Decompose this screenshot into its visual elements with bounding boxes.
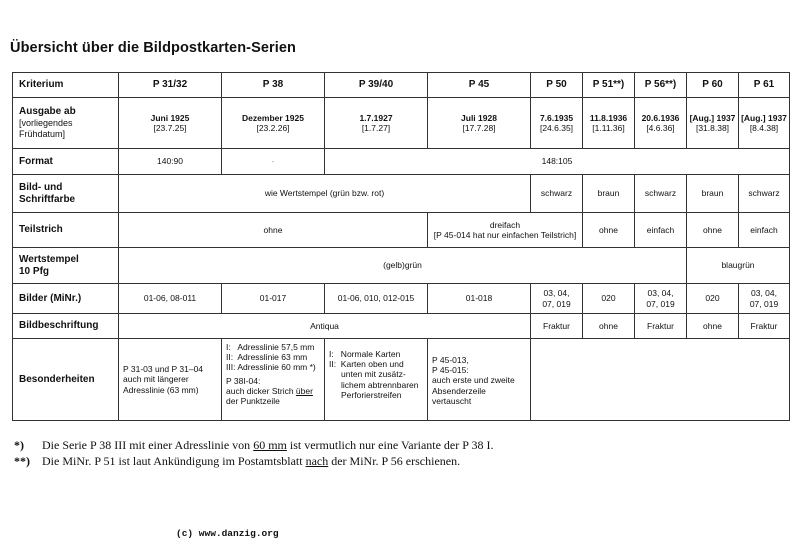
issue-cell <box>583 98 635 149</box>
bilder-cell: 01-06, 08-011 <box>119 284 222 314</box>
footnote-1 <box>14 438 493 453</box>
earliest-date: [4.6.36] <box>646 123 675 133</box>
row-label: Teilstrich <box>13 213 119 248</box>
series-table <box>12 72 790 421</box>
earliest-date: [8.4.38] <box>749 123 779 133</box>
header-col: P 50 <box>531 73 583 98</box>
header-col: P 45 <box>428 73 531 98</box>
row-label: Format <box>13 149 119 175</box>
issue-date: Juni 1925 <box>150 112 190 123</box>
cell-line: P 45-015: <box>432 365 469 376</box>
row-teilstrich <box>13 213 790 248</box>
cell-text-underlined: über <box>295 385 313 396</box>
cell-line: lichem abtrennbaren <box>341 379 419 390</box>
footnote-text: Die MiNr. P 51 ist laut Ankündigung im Postamtsblatt <box>42 454 306 468</box>
besonderheiten-cell <box>222 339 325 421</box>
header-row <box>13 73 790 98</box>
row-label: Besonderheiten <box>13 339 119 421</box>
label-line: Wertstempel <box>19 253 79 265</box>
cell-line: 07, 019 <box>749 298 779 309</box>
footnote-marker: **) <box>14 454 30 468</box>
label-line: Bild- und <box>19 181 63 193</box>
color-cell: braun <box>583 175 635 213</box>
earliest-date: [24.6.35] <box>539 123 574 133</box>
footnote-text: Die Serie P 38 III mit einer Adresslinie von <box>42 438 254 452</box>
label-line: Ausgabe ab <box>19 106 76 118</box>
issue-date: Dezember 1925 <box>242 112 304 123</box>
earliest-date: [31.8.38] <box>695 123 730 133</box>
row-farbe <box>13 175 790 213</box>
besonderheiten-cell <box>325 339 428 421</box>
header-col: P 31/32 <box>119 73 222 98</box>
cell-line: III: Adresslinie 60 mm *) <box>226 362 316 373</box>
cell-line: 03, 04, <box>751 288 777 299</box>
header-col: P 61 <box>739 73 790 98</box>
beschriftung-cell: Fraktur <box>531 314 583 339</box>
beschriftung-cell: Antiqua <box>119 314 531 339</box>
cell-line: II: Adresslinie 63 mm <box>226 352 308 363</box>
beschriftung-cell: Fraktur <box>635 314 687 339</box>
cell-line: 07, 019 <box>542 298 571 309</box>
cell-line: auch erste und zweite <box>432 375 515 386</box>
header-col: P 39/40 <box>325 73 428 98</box>
cell-line: auch mit längerer <box>123 374 189 385</box>
color-cell: schwarz <box>531 175 583 213</box>
footnote-text: der MiNr. P 56 erschienen. <box>328 454 461 468</box>
issue-date: [Aug.] 1937 <box>741 112 787 123</box>
beschriftung-cell: ohne <box>687 314 739 339</box>
header-col: P 56**) <box>635 73 687 98</box>
row-label <box>13 98 119 149</box>
label-line: Schriftfarbe <box>19 193 76 205</box>
row-wertstempel <box>13 248 790 284</box>
beschriftung-cell: ohne <box>583 314 635 339</box>
color-cell: braun <box>687 175 739 213</box>
bilder-cell: 01-018 <box>428 284 531 314</box>
bilder-cell: 020 <box>687 284 739 314</box>
earliest-date: [23.7.25] <box>153 123 187 133</box>
cell-line: 03, 04, <box>543 288 570 299</box>
label-line: [vorliegendes <box>19 118 73 129</box>
issue-cell <box>531 98 583 149</box>
label-line: 10 Pfg <box>19 265 50 277</box>
row-label <box>13 175 119 213</box>
issue-date: 7.6.1935 <box>539 112 574 123</box>
cell-line: P 45-013, <box>432 355 469 365</box>
cell-line: P 38I-04: <box>226 375 261 386</box>
row-ausgabe <box>13 98 790 149</box>
row-beschriftung <box>13 314 790 339</box>
row-label: Bildbeschriftung <box>13 314 119 339</box>
cell-line: Perforierstreifen <box>341 389 402 400</box>
cell-line: II: Karten oben und <box>329 359 404 370</box>
issue-cell <box>222 98 325 149</box>
teilstrich-cell <box>428 213 583 248</box>
row-format <box>13 149 790 175</box>
besonderheiten-cell <box>428 339 531 421</box>
issue-cell <box>325 98 428 149</box>
teilstrich-cell: ohne <box>583 213 635 248</box>
header-col: P 60 <box>687 73 739 98</box>
footnote-marker: *) <box>14 438 24 452</box>
row-bilder <box>13 284 790 314</box>
footnote-text-underlined: nach <box>305 454 329 468</box>
header-col: P 38 <box>222 73 325 98</box>
issue-date: 1.7.1927 <box>359 112 393 123</box>
row-label: Bilder (MiNr.) <box>13 284 119 314</box>
row-besonderheiten <box>13 339 790 421</box>
cell-line: Absenderzeile vertauscht <box>432 385 486 406</box>
format-cell: 148:105 <box>325 149 790 175</box>
header-criterion: Kriterium <box>13 73 119 98</box>
footnote-text-underlined: 60 mm <box>253 438 287 452</box>
color-cell: schwarz <box>739 175 790 213</box>
format-cell: 140:90 <box>119 149 222 175</box>
footnote-2 <box>14 454 460 469</box>
issue-date: Juli 1928 <box>461 112 497 123</box>
cell-line: I: Adresslinie 57,5 mm <box>226 342 315 352</box>
bilder-cell <box>531 284 583 314</box>
earliest-date: [23.2.26] <box>256 123 290 133</box>
footnote-text: ist vermutlich nur eine Variante der P 38 I. <box>286 438 494 452</box>
issue-date: 20.6.1936 <box>641 112 680 123</box>
wertstempel-cell: (gelb)grün <box>119 248 687 284</box>
beschriftung-cell: Fraktur <box>739 314 790 339</box>
issue-date: 11.8.1936 <box>589 112 628 123</box>
cell-line: I: Normale Karten <box>329 349 401 359</box>
issue-cell <box>739 98 790 149</box>
cell-line: Adresslinie (63 mm) <box>123 384 199 395</box>
issue-cell <box>635 98 687 149</box>
label-line: Frühdatum] <box>19 129 66 139</box>
bilder-cell: 020 <box>583 284 635 314</box>
cell-line: 03, 04, <box>647 288 674 299</box>
color-cell: schwarz <box>635 175 687 213</box>
wertstempel-cell: blaugrün <box>687 248 790 284</box>
earliest-date: [1.11.36] <box>592 123 625 133</box>
earliest-date: [1.7.27] <box>361 123 391 133</box>
teilstrich-cell: einfach <box>635 213 687 248</box>
header-col: P 51**) <box>583 73 635 98</box>
page-title: Übersicht über die Bildpostkarten-Serien <box>10 40 297 56</box>
copyright-credit: (c) www.danzig.org <box>176 528 279 539</box>
teilstrich-cell: ohne <box>687 213 739 248</box>
row-label <box>13 248 119 284</box>
color-cell: wie Wertstempel (grün bzw. rot) <box>119 175 531 213</box>
bilder-cell <box>739 284 790 314</box>
cell-line <box>226 386 320 396</box>
bilder-cell: 01-017 <box>222 284 325 314</box>
issue-date: [Aug.] 1937 <box>689 112 736 123</box>
cell-line: [P 45-014 hat nur einfachen Teilstrich] <box>433 230 577 240</box>
cell-line: der Punktzeile <box>226 395 280 406</box>
besonderheiten-cell <box>119 339 222 421</box>
earliest-date: [17.7.28] <box>462 123 496 133</box>
bilder-cell: 01-06, 010, 012-015 <box>325 284 428 314</box>
teilstrich-cell: ohne <box>119 213 428 248</box>
issue-cell <box>687 98 739 149</box>
issue-cell <box>428 98 531 149</box>
cell-line: unten mit zusätz- <box>341 369 406 380</box>
cell-line: dreifach <box>489 219 521 230</box>
format-cell: - <box>222 149 325 175</box>
bilder-cell <box>635 284 687 314</box>
cell-text: auch dicker Strich <box>226 385 296 396</box>
cell-line: P 31-03 und P 31–04 <box>123 364 204 375</box>
cell-line: 07, 019 <box>646 298 675 309</box>
issue-cell <box>119 98 222 149</box>
teilstrich-cell: einfach <box>739 213 790 248</box>
besonderheiten-empty-cell <box>531 339 790 421</box>
